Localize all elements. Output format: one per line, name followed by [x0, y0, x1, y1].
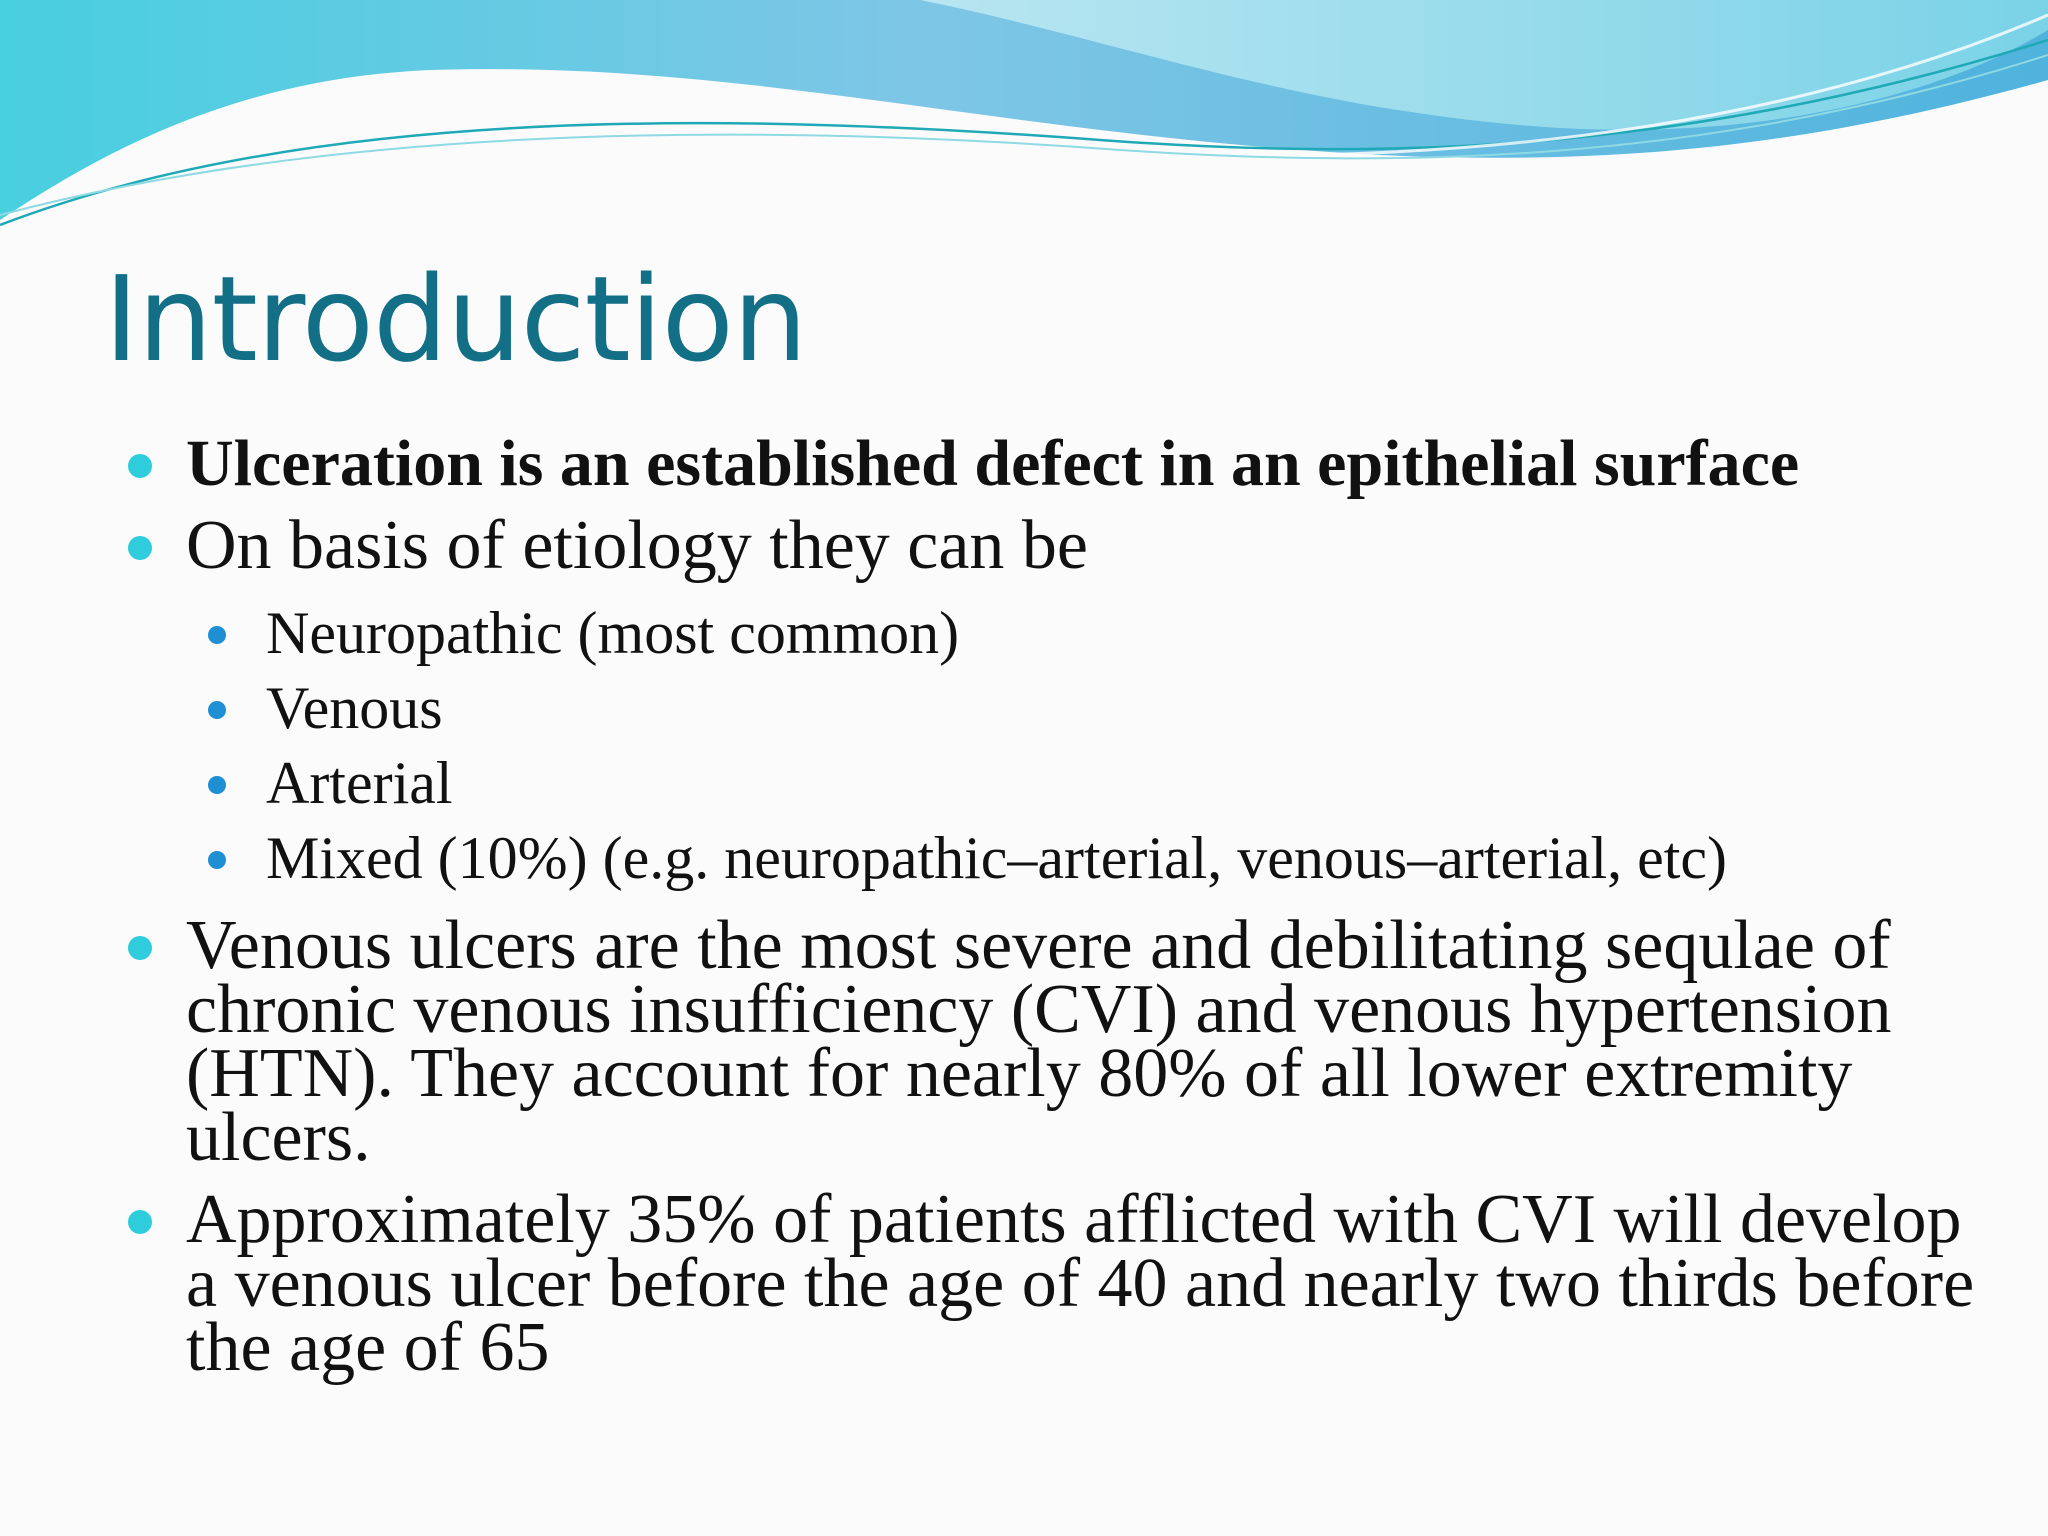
sub-list-item — [208, 746, 2008, 821]
list-item — [128, 907, 2008, 1176]
decorative-wave-banner — [0, 0, 2048, 240]
bullet-text: Approximately 35% of patients afflicted with CVI will develop a venous ulcer before the age of 40 and nearly two thirds before the age of 65 — [186, 1181, 1975, 1386]
list-item — [128, 507, 2008, 584]
bullet-list — [128, 427, 2008, 1398]
slide-title: Introduction — [104, 250, 807, 388]
sub-bullet-icon — [208, 701, 226, 719]
bullet-icon — [128, 1210, 152, 1234]
bullet-text: Venous ulcers are the most severe and debilitating sequlae of chronic venous insufficiency (CVI) and venous hypertension (HTN). They account for nearly 80% of all lower extremity ulcers. — [186, 907, 1892, 1176]
sub-list-item — [208, 671, 2008, 746]
sub-list-item — [208, 596, 2008, 671]
sub-bullet-text: Neuropathic (most common) — [266, 600, 960, 666]
sub-bullet-icon — [208, 776, 226, 794]
sub-list-item — [208, 821, 2008, 896]
sub-bullet-text: Arterial — [266, 750, 453, 816]
sub-bullet-text: Mixed (10%) (e.g. neuropathic–arterial, venous–arterial, etc) — [266, 825, 1728, 891]
sub-bullet-icon — [208, 626, 226, 644]
bullet-icon — [128, 536, 152, 560]
sub-bullet-text: Venous — [266, 675, 443, 741]
bullet-icon — [128, 936, 152, 960]
bullet-text: On basis of etiology they can be — [186, 507, 1089, 584]
bullet-text: Ulceration is an established defect in an epithelial surface — [186, 427, 1800, 500]
bullet-icon — [128, 454, 152, 478]
list-item — [128, 1181, 2008, 1386]
sub-bullet-icon — [208, 851, 226, 869]
list-item — [128, 427, 2008, 500]
sub-bullet-list — [208, 596, 2008, 896]
